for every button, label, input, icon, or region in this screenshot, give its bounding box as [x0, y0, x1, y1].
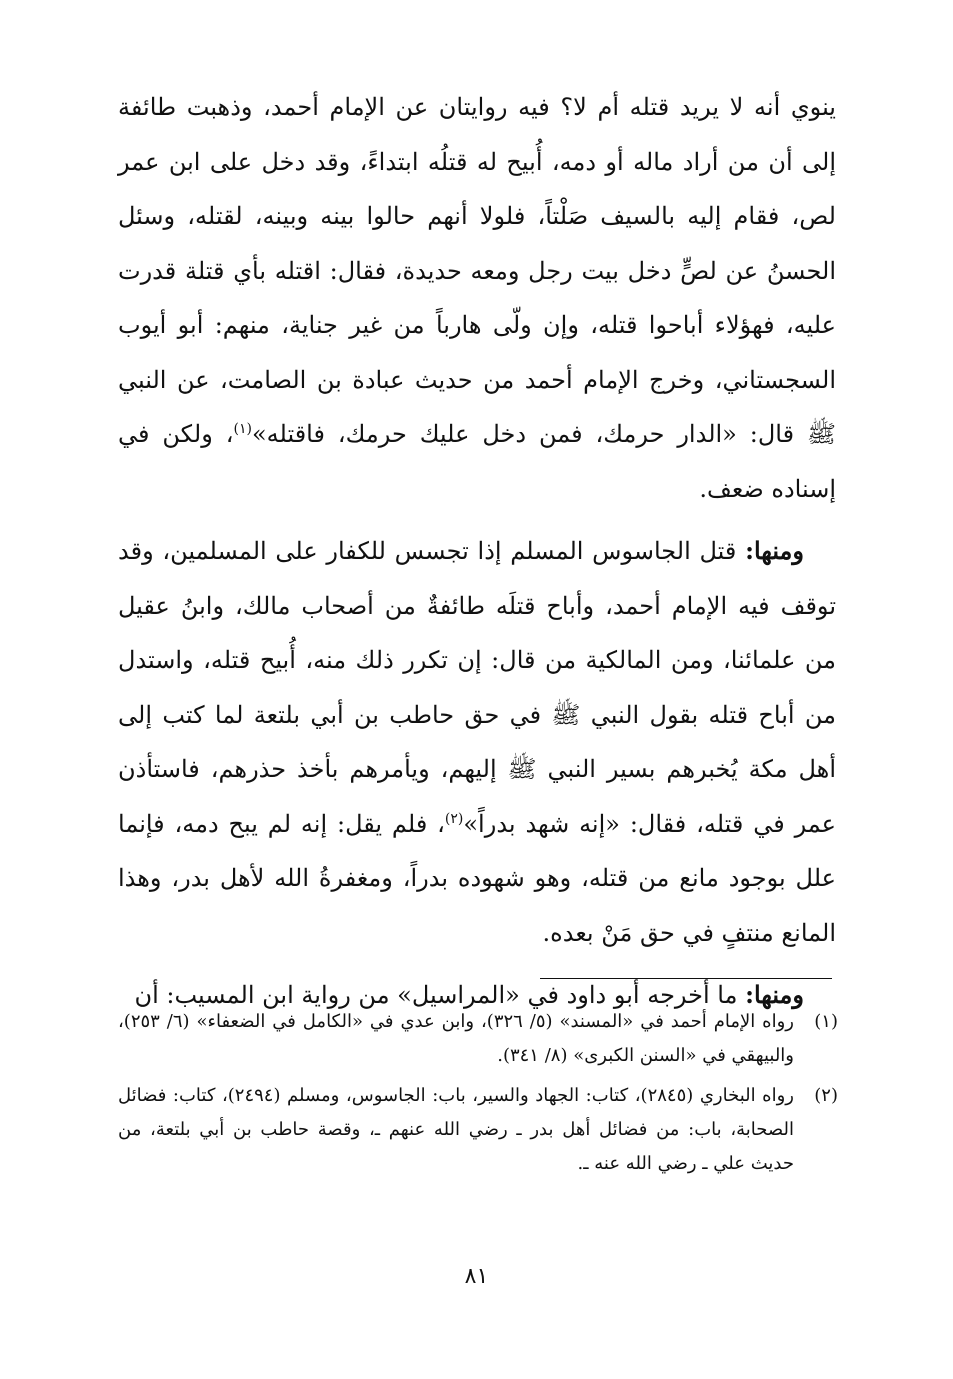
paragraph-3-lead: ومنها: — [745, 980, 804, 1009]
footnote-2-text: رواه البخاري (٢٨٤٥)، كتاب: الجهاد والسير، باب: الجاسوس، ومسلم (٢٤٩٤)، كتاب: فضائل الصحابة، باب: من فضائل أهل بدر ـ رضي الله عنهم ـ، وقصة حاطب بن أبي بلتعة، من حديث علي ـ رضي الله عنه ـ. — [118, 1085, 794, 1174]
paragraph-3-text: ما أخرجه أبو داود في «المراسيل» من رواية ابن المسيب: أن — [134, 981, 746, 1009]
paragraph-2-tail: ، فلم يقل: إنه لم يبح دمه، فإنما علل بوجود مانع من قتله، وهو شهوده بدراً، ومغفرةُ الله لأهل بدر، وهذا المانع منتفٍ في حق مَنْ بعده. — [118, 809, 836, 947]
footnotes — [118, 1005, 838, 1187]
paragraph-1-tail: ، ولكن في إسناده ضعف. — [118, 420, 836, 503]
paragraph-2-text: قتل الجاسوس المسلم إذا تجسس للكفار على المسلمين، وقد توقف فيه الإمام أحمد، وأباح قتلَه طائفةٌ من أصحاب مالك، وابنُ عقيل من علمائنا، ومن المالكية من قال: إن تكرر ذلك منه، أُبيح قتله، واستدل من أباح قتله بقول النبي ﷺ في حق حاطب بن أبي بلتعة لما كتب إلى أهل مكة يُخبرهم بسير النبي ﷺ إليهم، ويأمرهم بأخذ حذرهم، فاستأذن عمر في قتله، فقال: «إنه شهد بدراً» — [118, 537, 837, 838]
footnote-1-number: (١) — [814, 1011, 838, 1032]
page-number: ٨١ — [464, 1264, 489, 1289]
paragraph-2-lead: ومنها: — [745, 536, 804, 565]
footnote-marker-1: (١) — [233, 421, 252, 437]
footnote-separator — [540, 978, 832, 979]
main-text — [118, 80, 836, 1023]
paragraph-1 — [118, 80, 836, 516]
footnote-2 — [118, 1079, 838, 1181]
paragraph-1-text: ينوي أنه لا يريد قتله أم لا؟ فيه روايتان عن الإمام أحمد، وذهبت طائفة إلى أن من أراد ماله أو دمه، أُبيح له قتلُه ابتداءً، وقد دخل على ابن عمر لص، فقام إليه بالسيف صَلْتاً، فلولا أنهم حالوا بينه وبينه، لقتله، وسئل الحسنُ عن لصٍّ دخل بيت رجل ومعه حديدة، فقال: اقتله بأي قتلة قدرت عليه، فهؤلاء أباحوا قتله، وإن ولّى هارباً من غير جناية، منهم: أبو أيوب السجستاني، وخرج الإمام أحمد من حديث عبادة بن الصامت، عن النبي ﷺ قال: «الدار حرمك، فمن دخل عليك حرمك، فاقتله» — [118, 93, 837, 448]
footnote-1-text: رواه الإمام أحمد في «المسند» (٥/ ٣٢٦)، وابن عدي في «الكامل في الضعفاء» (٦/ ٢٥٣)، والبيهقي في «السنن الكبرى» (٨/ ٣٤١). — [118, 1011, 794, 1066]
paragraph-2 — [118, 524, 836, 960]
footnote-2-number: (٢) — [814, 1085, 838, 1106]
footnote-1 — [118, 1005, 838, 1073]
footnote-marker-2: (٢) — [444, 810, 464, 827]
